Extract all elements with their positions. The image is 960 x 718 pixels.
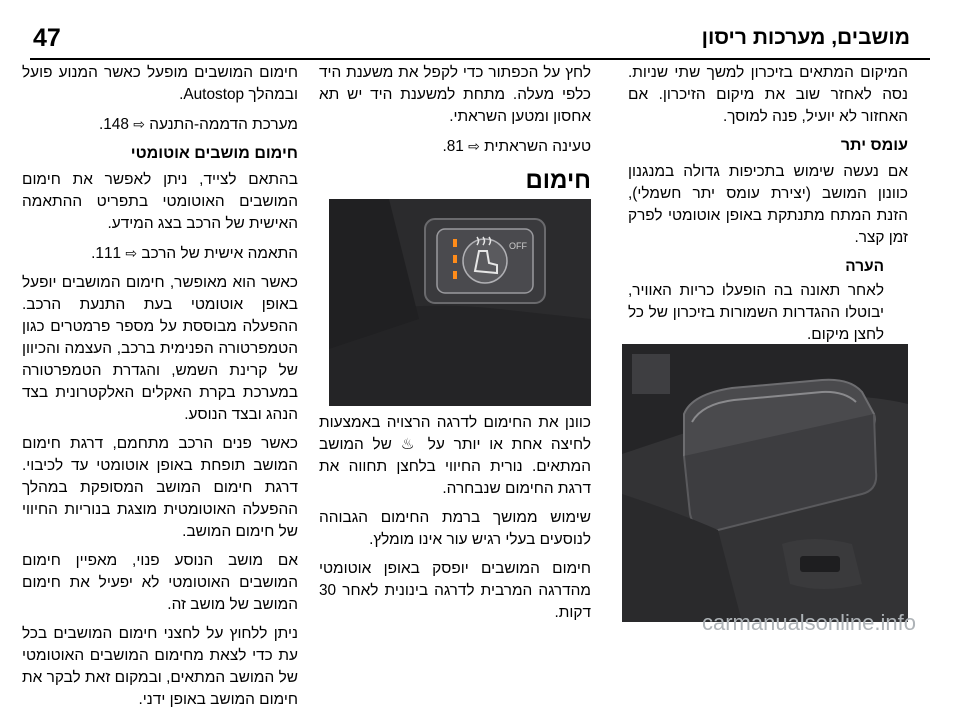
- watermark: carmanualsonline.info: [701, 610, 916, 635]
- cross-reference: טעינה השראתית ⇨ 81.: [319, 135, 591, 158]
- column-left: [22, 62, 298, 718]
- paragraph: המיקום המתאים בזיכרון למשך שתי שניות. נסה לאחזר שוב את מיקום הזיכרון. אם האחזור לא יועיל, פנה למוסך.: [628, 64, 908, 125]
- heading-heating: חימום: [525, 167, 591, 194]
- heading-overload: עומס יתר: [840, 137, 908, 154]
- reference-page: 148: [103, 116, 129, 133]
- paragraph: חימום המושבים מופעל כאשר המנוע פועל ובמהלך Autostop.: [22, 64, 298, 103]
- paragraph-part: של המושב המתאים. נורית החיווי בלחצן תחווה את דרגת החימום שנבחרה.: [319, 436, 591, 497]
- seat-heating-illustration: [329, 199, 591, 406]
- reference-page: 81: [446, 138, 464, 155]
- page-number: 47: [33, 24, 61, 52]
- paragraph: כאשר פנים הרכב מתחמם, דרגת חימום המושב תופחת באופן אוטומטי עד לכיבוי. דרגת חימום המושב המסופקת במהלך ההפעלה האוטומטית מוצגת בנוריות החיווי של חימום המושב.: [22, 435, 298, 540]
- paragraph: אם מושב הנוסע פנוי, מאפיין חימום המושבים האוטומטי לא יפעיל את חימום המושב של מושב זה.: [22, 552, 298, 613]
- paragraph: בהתאם לצייד, ניתן לאפשר את חימום המושבים האוטומטי בתפריט ההתאמה האישית של הרכב בצג המידע.: [22, 171, 298, 232]
- paragraph: [319, 412, 591, 500]
- armrest-figure: [622, 344, 908, 622]
- paragraph: שימוש ממושך ברמת החימום הגבוהה לנוסעים בעלי רגיש עור אינו מומלץ.: [319, 509, 591, 548]
- arrow-right-icon: ⇨: [468, 138, 480, 154]
- reference-text: מערכת הדממה-התנעה: [149, 116, 298, 133]
- armrest-illustration: [622, 344, 908, 622]
- page-header: [0, 0, 960, 56]
- note-body: לאחר תאונה בה הופעלו כריות האוויר, יבוטלו ההגדרות השמורות בזיכרון של כל לחצן מיקום.: [628, 282, 884, 343]
- arrow-right-icon: ⇨: [133, 116, 145, 132]
- seat-heat-icon: ♨: [400, 436, 419, 453]
- reference-page: 111: [95, 245, 122, 262]
- paragraph: לחץ על הכפתור כדי לקפל את משענת היד כלפי מעלה. מתחת למשענת היד יש תא אחסון ומטען השראתי.: [319, 64, 591, 125]
- header-rule: [30, 58, 930, 60]
- paragraph: ניתן ללחוץ על לחצני חימום המושבים בכל עת כדי לצאת מחימום המושבים האוטומטי של המושב המתאים, ובמקום זאת לבקר את חימום המושב באופן ידני.: [22, 625, 298, 708]
- seat-button-label: OFF: [509, 241, 527, 251]
- note-title: הערה: [845, 258, 884, 275]
- heading-auto-heating: חימום מושבים אוטומטי: [130, 145, 298, 162]
- column-right: [628, 62, 908, 390]
- reference-text: התאמה אישית של הרכב: [141, 245, 298, 262]
- cross-reference: התאמה אישית של הרכב ⇨ 111.: [22, 242, 298, 265]
- paragraph-part: כוונן את החימום לדרגה הרצויה באמצעות לחיצה אחת או יותר על: [319, 414, 591, 453]
- cross-reference: מערכת הדממה-התנעה ⇨ 148.: [22, 113, 298, 136]
- paragraph: אם נעשה שימוש בתכיפות גדולה במנגנון כוונון המושב (יצירת עומס יתר חשמלי), הזנת המתח מתנתקת באופן אוטומטי לפרק זמן קצר.: [628, 163, 908, 246]
- arrow-right-icon: ⇨: [125, 245, 138, 261]
- reference-text: טעינה השראתית: [484, 138, 591, 155]
- running-title: מושבים, מערכות ריסון: [701, 26, 910, 49]
- paragraph: חימום המושבים יופסק באופן אוטומטי מהדרגה המרבית לדרגה בינונית לאחר 30 דקות.: [319, 560, 591, 621]
- paragraph: כאשר הוא מאופשר, חימום המושבים יופעל באופן אוטומטי בעת התנעת הרכב. ההפעלה מבוססת על מספר פרמטרים כגון הטמפרטורה הפנימית ברכב, העצמה והכיוון של קרינת השמש, והגדרת הטמפרטורה במערכת בקרת האקלים האלקטרונית בצד הנהג ובצד הנוסע.: [22, 274, 298, 423]
- seat-heating-figure: [329, 199, 591, 406]
